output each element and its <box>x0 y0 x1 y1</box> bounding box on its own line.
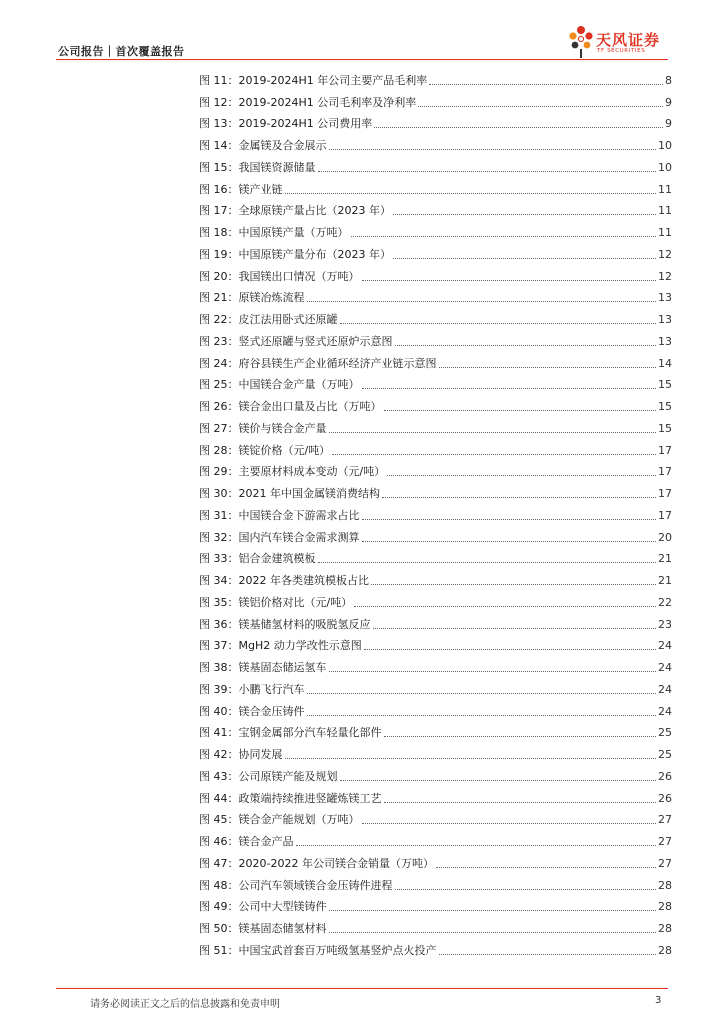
toc-entry[interactable] <box>199 241 672 263</box>
toc-entry[interactable] <box>199 263 672 285</box>
toc-dot-leader <box>307 693 657 694</box>
toc-entry-page: 28 <box>658 900 672 914</box>
toc-dot-leader <box>374 127 663 128</box>
toc-entry[interactable] <box>199 741 672 763</box>
toc-entry-page: 20 <box>658 530 672 544</box>
toc-entry[interactable] <box>199 132 672 154</box>
toc-dot-leader <box>362 280 657 281</box>
page-number: 3 <box>655 995 662 1006</box>
toc-entry-label: 图 46：镁合金产品 <box>199 835 294 848</box>
footer-divider <box>56 988 668 989</box>
report-type-header: 公司报告｜首次覆盖报告 <box>58 45 185 58</box>
toc-entry-page: 15 <box>658 378 672 392</box>
toc-dot-leader <box>393 258 656 259</box>
toc-dot-leader <box>436 867 656 868</box>
toc-entry[interactable] <box>199 763 672 785</box>
toc-dot-leader <box>429 84 663 85</box>
toc-entry-label: 图 38：镁基固态储运氢车 <box>199 661 327 674</box>
toc-entry[interactable] <box>199 459 672 481</box>
toc-dot-leader <box>362 823 657 824</box>
toc-entry-page: 15 <box>658 400 672 413</box>
toc-entry-label: 图 49：公司中大型镁铸件 <box>199 900 327 914</box>
toc-entry-page: 12 <box>658 269 672 283</box>
toc-entry-label: 图 44：政策端持续推进竖罐炼镁工艺 <box>199 791 382 805</box>
toc-entry[interactable] <box>199 372 672 394</box>
toc-entry-page: 8 <box>665 73 672 87</box>
toc-entry-page: 27 <box>658 835 672 848</box>
toc-entry-page: 11 <box>658 182 672 196</box>
toc-dot-leader <box>362 541 657 542</box>
toc-entry-page: 27 <box>658 856 672 870</box>
toc-entry-label: 图 22：皮江法用卧式还原罐 <box>199 313 338 326</box>
toc-entry-label: 图 37：MgH2 动力学改性示意图 <box>199 639 362 653</box>
toc-entry-page: 24 <box>658 661 672 674</box>
toc-dot-leader <box>329 932 657 933</box>
toc-entry-label: 图 32：国内汽车镁合金需求测算 <box>199 530 360 544</box>
toc-dot-leader <box>418 106 663 107</box>
toc-entry[interactable] <box>199 328 672 350</box>
toc-dot-leader <box>387 475 656 476</box>
toc-entry-label: 图 43：公司原镁产能及规划 <box>199 769 338 783</box>
toc-entry[interactable] <box>199 502 672 524</box>
toc-entry-label: 图 34：2022 年各类建筑模板占比 <box>199 574 369 587</box>
toc-entry-page: 28 <box>658 922 672 935</box>
toc-dot-leader <box>340 780 657 781</box>
toc-entry-page: 22 <box>658 595 672 609</box>
toc-entry-label: 图 26：镁合金出口量及占比（万吨） <box>199 400 382 413</box>
toc-dot-leader <box>329 432 657 433</box>
toc-entry-label: 图 20：我国镁出口情况（万吨） <box>199 269 360 283</box>
toc-entry-page: 21 <box>658 574 672 587</box>
toc-dot-leader <box>285 193 657 194</box>
toc-entry[interactable] <box>199 807 672 829</box>
toc-entry-label: 图 24：府谷县镁生产企业循环经济产业链示意图 <box>199 356 437 370</box>
toc-dot-leader <box>395 345 657 346</box>
toc-entry-label: 图 12：2019-2024H1 公司毛利率及净利率 <box>199 95 417 109</box>
toc-dot-leader <box>384 410 657 411</box>
toc-dot-leader <box>329 910 657 911</box>
toc-entry[interactable] <box>199 698 672 720</box>
toc-dot-leader <box>340 323 657 324</box>
toc-entry[interactable] <box>199 654 672 676</box>
toc-entry[interactable] <box>199 524 672 546</box>
toc-entry-label: 图 50：镁基固态储氢材料 <box>199 922 327 935</box>
flower-logo-icon <box>567 25 595 59</box>
toc-entry-page: 13 <box>658 291 672 305</box>
toc-entry-page: 25 <box>658 726 672 740</box>
toc-entry-page: 11 <box>658 204 672 218</box>
toc-dot-leader <box>285 758 657 759</box>
toc-entry-page: 9 <box>665 95 672 109</box>
toc-entry[interactable] <box>199 676 672 698</box>
toc-entry-label: 图 51：中国宝武首套百万吨级氢基竖炉点火投产 <box>199 943 437 957</box>
toc-entry[interactable] <box>199 306 672 328</box>
toc-entry-page: 24 <box>658 682 672 696</box>
toc-dot-leader <box>384 736 657 737</box>
toc-dot-leader <box>351 236 657 237</box>
toc-entry-page: 27 <box>658 813 672 827</box>
toc-entry[interactable] <box>199 285 672 307</box>
toc-entry-label: 图 36：镁基储氢材料的吸脱氢反应 <box>199 617 371 631</box>
toc-entry-label: 图 31：中国镁合金下游需求占比 <box>199 508 360 522</box>
toc-entry-label: 图 41：宝钢金属部分汽车轻量化部件 <box>199 726 382 740</box>
toc-entry[interactable] <box>199 633 672 655</box>
toc-entry-label: 图 14：金属镁及合金展示 <box>199 139 327 152</box>
logo-wordmark: 天风证券 <box>596 31 661 49</box>
toc-entry-page: 10 <box>658 139 672 152</box>
toc-entry-page: 13 <box>658 334 672 348</box>
toc-entry[interactable] <box>199 937 672 959</box>
toc-entry-label: 图 27：镁价与镁合金产量 <box>199 421 327 435</box>
toc-entry[interactable] <box>199 850 672 872</box>
toc-entry-page: 17 <box>658 487 672 500</box>
toc-entry-page: 28 <box>658 878 672 892</box>
toc-dot-leader <box>382 497 656 498</box>
toc-entry-label: 图 45：镁合金产能规划（万吨） <box>199 813 360 827</box>
toc-entry-page: 26 <box>658 791 672 805</box>
toc-entry[interactable] <box>199 894 672 916</box>
toc-dot-leader <box>362 388 657 389</box>
toc-entry-page: 21 <box>658 552 672 566</box>
toc-entry-page: 17 <box>658 465 672 479</box>
toc-entry[interactable] <box>199 393 672 415</box>
toc-dot-leader <box>354 606 656 607</box>
toc-entry[interactable] <box>199 611 672 633</box>
toc-entry-label: 图 25：中国镁合金产量（万吨） <box>199 378 360 392</box>
toc-entry-label: 图 33：铝合金建筑模板 <box>199 552 316 566</box>
toc-dot-leader <box>329 671 657 672</box>
toc-entry-page: 15 <box>658 421 672 435</box>
toc-entry-label: 图 21：原镁冶炼流程 <box>199 291 305 305</box>
toc-entry-label: 图 15：我国镁资源储量 <box>199 160 316 174</box>
toc-entry-page: 24 <box>658 639 672 653</box>
toc-entry-page: 13 <box>658 313 672 326</box>
toc-dot-leader <box>329 149 657 150</box>
toc-entry-label: 图 19：中国原镁产量分布（2023 年） <box>199 247 391 261</box>
toc-entry-page: 28 <box>658 943 672 957</box>
toc-dot-leader <box>439 367 657 368</box>
toc-entry-page: 10 <box>658 160 672 174</box>
toc-entry[interactable] <box>199 111 672 133</box>
toc-dot-leader <box>296 845 657 846</box>
toc-dot-leader <box>393 214 656 215</box>
toc-entry[interactable] <box>199 480 672 502</box>
toc-entry[interactable] <box>199 67 672 89</box>
toc-entry-page: 12 <box>658 247 672 261</box>
toc-entry-label: 图 40：镁合金压铸件 <box>199 704 305 718</box>
toc-entry[interactable] <box>199 154 672 176</box>
toc-entry-label: 图 28：镁锭价格（元/吨） <box>199 443 331 457</box>
logo-subtitle: TF SECURITIES <box>597 48 646 54</box>
toc-entry[interactable] <box>199 915 672 937</box>
toc-entry-page: 26 <box>658 769 672 783</box>
toc-dot-leader <box>318 171 657 172</box>
toc-entry-label: 图 13：2019-2024H1 公司费用率 <box>199 117 373 131</box>
toc-entry-page: 17 <box>658 508 672 522</box>
toc-dot-leader <box>364 649 656 650</box>
toc-entry-label: 图 29：主要原材料成本变动（元/吨） <box>199 465 386 479</box>
toc-dot-leader <box>362 519 657 520</box>
toc-entry[interactable] <box>199 198 672 220</box>
toc-entry-label: 图 11：2019-2024H1 年公司主要产品毛利率 <box>199 73 428 87</box>
toc-entry-label: 图 30：2021 年中国金属镁消费结构 <box>199 487 380 500</box>
toc-dot-leader <box>332 454 656 455</box>
toc-entry-page: 24 <box>658 704 672 718</box>
toc-dot-leader <box>395 889 657 890</box>
toc-entry-label: 图 48：公司汽车领域镁合金压铸件进程 <box>199 878 393 892</box>
header-divider <box>56 59 668 60</box>
toc-dot-leader <box>307 715 657 716</box>
toc-entry-label: 图 18：中国原镁产量（万吨） <box>199 226 349 239</box>
toc-entry[interactable] <box>199 350 672 372</box>
toc-entry[interactable] <box>199 437 672 459</box>
toc-entry-label: 图 35：镁铝价格对比（元/吨） <box>199 595 353 609</box>
toc-entry-page: 14 <box>658 356 672 370</box>
toc-entry[interactable] <box>199 720 672 742</box>
disclaimer-note: 请务必阅读正文之后的信息披露和免责申明 <box>90 999 280 1010</box>
toc-entry-page: 11 <box>658 226 672 239</box>
toc-dot-leader <box>384 802 657 803</box>
toc-entry-label: 图 47：2020-2022 年公司镁合金销量（万吨） <box>199 856 434 870</box>
toc-entry[interactable] <box>199 219 672 241</box>
toc-entry[interactable] <box>199 89 672 111</box>
toc-entry[interactable] <box>199 872 672 894</box>
toc-dot-leader <box>371 584 656 585</box>
toc-entry[interactable] <box>199 785 672 807</box>
toc-entry[interactable] <box>199 176 672 198</box>
toc-dot-leader <box>373 628 657 629</box>
toc-dot-leader <box>318 562 657 563</box>
toc-entry-label: 图 23：竖式还原罐与竖式还原炉示意图 <box>199 334 393 348</box>
toc-dot-leader <box>307 301 657 302</box>
toc-entry-label: 图 16：镁产业链 <box>199 182 283 196</box>
toc-entry-page: 9 <box>665 117 672 131</box>
toc-entry[interactable] <box>199 589 672 611</box>
toc-entry[interactable] <box>199 415 672 437</box>
company-logo <box>567 25 671 59</box>
toc-dot-leader <box>439 954 657 955</box>
toc-entry-label: 图 42：协同发展 <box>199 748 283 761</box>
toc-entry-label: 图 39：小鹏飞行汽车 <box>199 682 305 696</box>
toc-entry[interactable] <box>199 546 672 568</box>
toc-entry-label: 图 17：全球原镁产量占比（2023 年） <box>199 204 391 218</box>
toc-entry-page: 25 <box>658 748 672 761</box>
toc-entry[interactable] <box>199 828 672 850</box>
toc-entry-page: 23 <box>658 617 672 631</box>
toc-entry[interactable] <box>199 567 672 589</box>
figure-list <box>199 67 672 959</box>
toc-entry-page: 17 <box>658 443 672 457</box>
